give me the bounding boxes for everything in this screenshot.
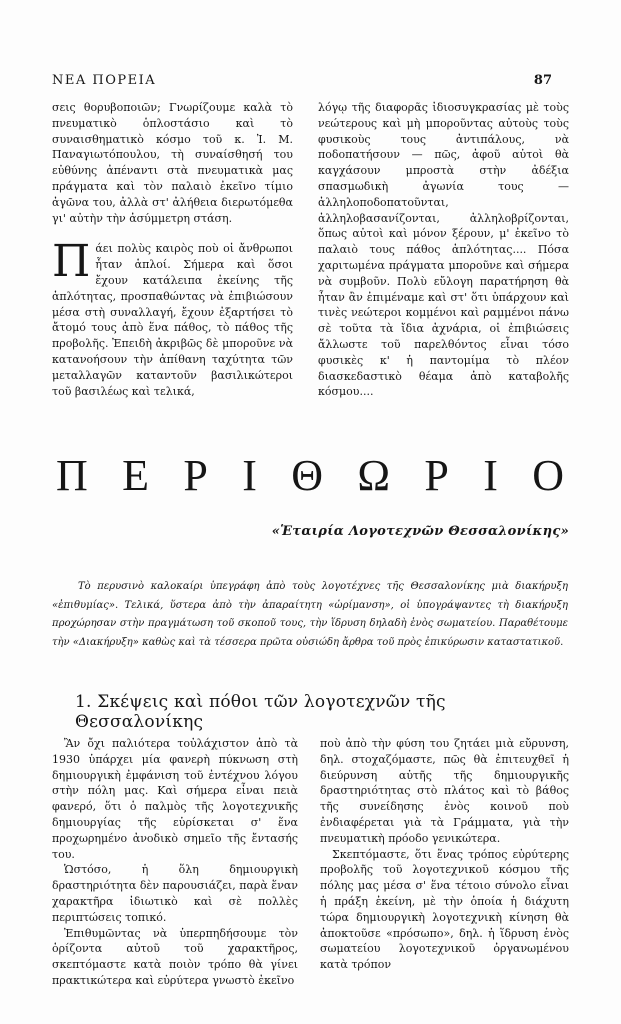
drop-cap-paragraph-text: άει πολὺς καιρὸς ποὺ οἱ ἄνθρωποι ἦταν ἁπλοί. Σήμερα καὶ ὅσοι ἔχουν κατάλειπα ἐκείνης τῆς ἁπλότητας, προσπαθώντας νὰ ἐπιβιώσουν μέσα στὴ συναλλαγή, ἔχουν ἐξαρτήσει τὸ ἄτομό τους ἀπὸ ἕνα πάθος, τὸ πάθος τῆς προβολῆς. Ἐπειδὴ ἀκριβῶς δὲ μποροῦνε νὰ κατανοήσουν τὴν ἀπίθανη ταχύτητα τῶν μεταλλαγῶν καταντοῦν βασιλικώτεροι τοῦ βασιλέως καὶ τελικά, <box>52 242 293 398</box>
drop-cap-paragraph <box>52 236 293 399</box>
section-title-letter: Ω <box>357 450 391 500</box>
article-left-column <box>52 736 298 989</box>
page-number: 87 <box>533 73 552 88</box>
intro-paragraph: Τὸ περυσινὸ καλοκαίρι ὑπεγράφη ἀπὸ τοὺς λογοτέχνες τῆς Θεσσαλονίκης μιὰ διακήρυξη «ἐπιθυμίας». Τελικά, ὕστερα ἀπὸ τὴν ἀπαραίτητη «ὡρίμανση», οἱ ὑπογράψαντες τὴ διακήρυξη προχώρησαν στὴν πραγμάτωση τοῦ σκοποῦ τους, τὴν ἵδρυση δηλαδὴ ἑνὸς σωματείου. Παραθέτουμε τὴν «Διακήρυξη» καθὼς καὶ τὰ τέσσερα πρῶτα οὐσιώδη ἄρθρα τοῦ πρὸς ἐπικύρωσιν καταστατικοῦ. <box>52 581 568 648</box>
section-title-letter: Ρ <box>424 450 449 500</box>
section-title-letter: Ε <box>122 450 150 500</box>
article-paragraph: Ὡστόσο, ἡ ὅλη δημιουργικὴ δραστηριότητα δὲν παρουσιάζει, παρὰ ἕναν χαρακτῆρα ἰδιωτικὸ καὶ σὲ πολλὲς περιπτώσεις τοπικό. <box>52 863 298 924</box>
continuation-paragraph: σεις θορυβοποιῶν; Γνωρίζουμε καλὰ τὸ πνευματικὸ ὁπλοστάσιο καὶ τὸ συναισθηματικὸ κόσμο τοῦ κ. Ἰ. Μ. Παναγιωτόπουλου, τὴ συναίσθησή του εὐθύνης ἀπέναντι στὰ πνευματικὰ μας πράγματα καὶ τὸν παλαιὸ ἐκεῖνο τίμιο ἀγῶνα του, ἀλλὰ στ' ἀλήθεια διερωτόμεθα γι' αὐτὴν τὴν ἀσύμμετρη στάση. <box>52 101 293 225</box>
section-title <box>56 450 564 500</box>
section-subtitle: «Ἑταιρία Λογοτεχνῶν Θεσσαλονίκης» <box>271 524 569 539</box>
running-head <box>52 73 552 89</box>
article-right-column <box>320 736 569 973</box>
section-title-letter: Θ <box>291 450 323 500</box>
article-paragraph: Σκεπτόμαστε, ὅτι ἕνας τρόπος εὐρύτερης προβολῆς τοῦ λογοτεχνικοῦ κόσμου τῆς πόλης μας μέσα σ' ἕνα τέτοιο σύνολο εἶναι ἡ πράξη ἐκείνη, μὲ τὴν ὁποία ἡ διάχυτη τώρα δημιουργικὴ λογοτεχνικὴ κίνηση θὰ ἀποκτοῦσε «πρόσωπο», δηλ. ἡ ἵδρυση ἑνὸς σωματείου λογοτεχνικοῦ ὀργανωμένου κατὰ τρόπον <box>320 847 569 972</box>
drop-cap-letter: Π <box>52 236 91 288</box>
section-title-letter: Ρ <box>183 450 208 500</box>
article-paragraph: ποὺ ἀπὸ τὴν φύση του ζητάει μιὰ εὔρυνση, δηλ. στοχαζόμαστε, πῶς θὰ ἐπιτευχθεῖ ἡ διεύρυνση αὐτῆς τῆς δημιουργικῆς δραστηριότητας στὸ πλάτος καὶ τὸ βάθος τῆς συνείδησης ἑνὸς κοινοῦ ποὺ ἐνδιαφέρεται γιὰ τὰ Γράμματα, γιὰ τὴν πνευματικὴ πρόοδο γενικώτερα. <box>320 737 569 845</box>
article-paragraph: Ἂν ὄχι παλιότερα τοὐλάχιστον ἀπὸ τὰ 1930 ὑπάρχει μία φανερὴ πύκνωση στὴ δημιουργικὴ ἐμφάνιση τοῦ ἐντέχνου λόγου στὴν πόλη μας. Καὶ σήμερα εἶναι πειὰ φανερό, ὅτι ὁ παλμὸς τῆς λογοτεχνικῆς δημιουργίας τῆς εὑρίσκεται σ' ἕνα προχωρημένο ἀνοδικὸ σημεῖο τῆς ἔντασής του. <box>52 737 298 861</box>
section-intro <box>52 578 568 652</box>
section-title-letter: Π <box>56 450 88 500</box>
continuation-paragraph-right: λόγῳ τῆς διαφορᾶς ἰδιοσυγκρασίας μὲ τοὺς νεώτερους καὶ μὴ μποροῦντας αὐτοὺς τοὺς φυσικοὺς τους ἀντιπάλους, νὰ ποδοπατήσουν — πῶς, ἀφοῦ αὐτοὶ θὰ καγχάσουν μπροστὰ στὴν ἀδέξια σπασμωδικὴ ἀγωνία τους — ἀλληλοποδοπατοῦνται, ἀλληλοβασανίζονται, ἀλληλοβρίζονται, ὅπως αὐτοὶ καὶ μόνον ξέρουν, μ' ἐκεῖνο τὸ παλαιὸ τους πάθος ἁπλότητας.... Πόσα χαριτωμένα πράγματα μποροῦνε καὶ σήμερα νὰ συμβοῦν. Πολὺ εὔλογη παρατήρηση θὰ ἦταν ἂν ἐπιμέναμε καὶ στ' ὅτι ὑπάρχουν καὶ τινὲς νεώτεροι κομμένοι καὶ ραμμένοι πάνω σὲ τοῦτα τὰ ἴδια ἀχνάρια, οἱ ἐπιβιώσεις ἄλλωστε τοῦ παρελθόντος εἶναι τόσο φυσικὲς κ' ἡ παντομίμα τὸ πλέον διασκεδαστικὸ θέαμα ἀπὸ καταβολῆς κόσμου.... <box>318 101 569 399</box>
journal-title: ΝΕΑ ΠΟΡΕΙΑ <box>52 73 157 88</box>
top-right-column <box>318 100 569 400</box>
section-title-letter: Ι <box>242 450 257 500</box>
section-title-letter: Ο <box>532 450 564 500</box>
section-title-letter: Ι <box>483 450 498 500</box>
top-left-column <box>52 100 293 399</box>
article-paragraph: Ἐπιθυμῶντας νὰ ὑπερπηδήσουμε τὸν ὁρίζοντα αὐτοῦ τοῦ χαρακτῆρος, σκεπτόμαστε κατὰ ποιὸν τρόπο θὰ γίνει πρακτικώτερα καὶ εὐρύτερα γνωστὸ ἐκεῖνο <box>52 926 298 987</box>
article-heading: 1. Σκέψεις καὶ πόθοι τῶν λογοτεχνῶν τῆς Θεσσαλονίκης <box>75 692 446 732</box>
